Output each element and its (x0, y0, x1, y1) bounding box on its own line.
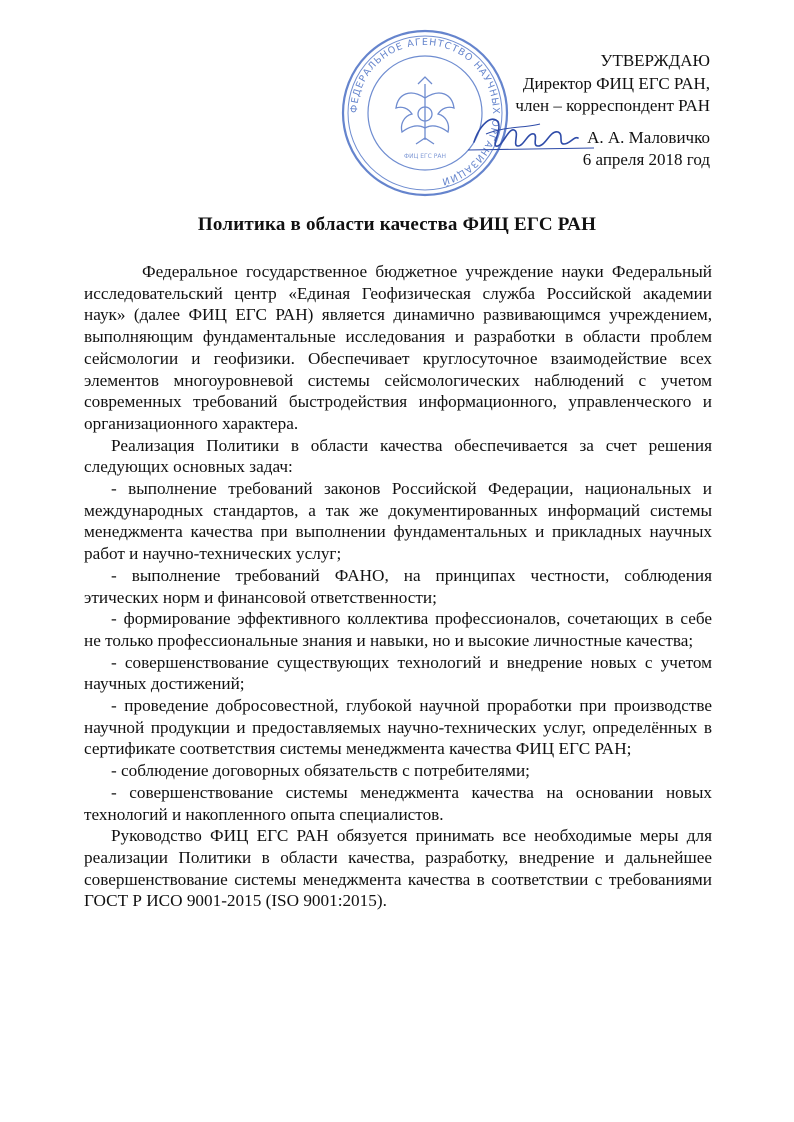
document-title: Политика в области качества ФИЦ ЕГС РАН (197, 214, 597, 235)
task-item: - совершенствование системы менеджмента качества на основании новых технологий и накопленного опыта специалистов. (84, 782, 712, 824)
task-item: - формирование эффективного коллектива профессионалов, сочетающих в себе не только профессиональные знания и навыки, но и высокие личностные качества; (84, 609, 712, 650)
closing-paragraph: Руководство ФИЦ ЕГС РАН обязуется принимать все необходимые меры для реализации Политики в области качества, разработку, внедрение и дальнейшее совершенствование системы менеджмента качества в соответствии с требованиями ГОСТ Р ИСО 9001-2015 (ISO 9001:2015). (84, 826, 712, 911)
task-item: - выполнение требований законов Российской Федерации, национальных и международных стандартов, а так же документированных информаций системы менеджмента качества при выполнении фундаментальных и прикладных научных работ и научно-технических услуг; (84, 479, 712, 564)
svg-text:ФИЦ ЕГС РАН: ФИЦ ЕГС РАН (404, 153, 446, 160)
intro-paragraph: Федеральное государственное бюджетное учреждение науки Федеральный исследовательский центр «Единая Геофизическая служба Российской академии наук» (далее ФИЦ ЕГС РАН) является динамично развивающимся учреждением, выполняющим фундаментальные исследования и разработки в области проблем сейсмологии и геофизики. Обеспечивает круглосуточное взаимодействие всех элементов многоуровневой системы сейсмологических наблюдений с учетом современных требований быстродействия информационного, управленческого и организационного характера. (84, 262, 712, 433)
approver-rank: член – корреспондент РАН (515, 96, 710, 115)
approver-name: А. А. Маловичко (587, 127, 710, 147)
handwritten-signature (466, 104, 596, 160)
eagle-emblem-icon (396, 77, 454, 144)
document-body (84, 261, 712, 912)
tasks-intro-paragraph: Реализация Политики в области качества обеспечивается за счет решения следующих основных задач: (84, 435, 712, 477)
svg-text:ФЕДЕРАЛЬНОЕ АГЕНТСТВО НАУЧНЫХ: ФЕДЕРАЛЬНОЕ АГЕНТСТВО НАУЧНЫХ ОРГАНИЗАЦИЙ (348, 36, 502, 187)
task-item: - выполнение требований ФАНО, на принципах честности, соблюдения этических норм и финансовой ответственности; (84, 565, 712, 607)
approver-position: Директор ФИЦ ЕГС РАН, (522, 73, 710, 93)
approval-heading: УТВЕРЖДАЮ (600, 51, 710, 70)
task-item: - совершенствование существующих технологий и внедрение новых с учетом научных достижений; (84, 652, 712, 694)
approval-date: 6 апреля 2018 год (582, 150, 710, 169)
task-item: - соблюдение договорных обязательств с потребителями; (111, 761, 530, 781)
task-item: - проведение добросовестной, глубокой научной проработки при производстве научной продукции и предоставляемых научно-технических услуг, определённых в сертификате соответствия системы менеджмента качества ФИЦ ЕГС РАН; (84, 696, 712, 759)
